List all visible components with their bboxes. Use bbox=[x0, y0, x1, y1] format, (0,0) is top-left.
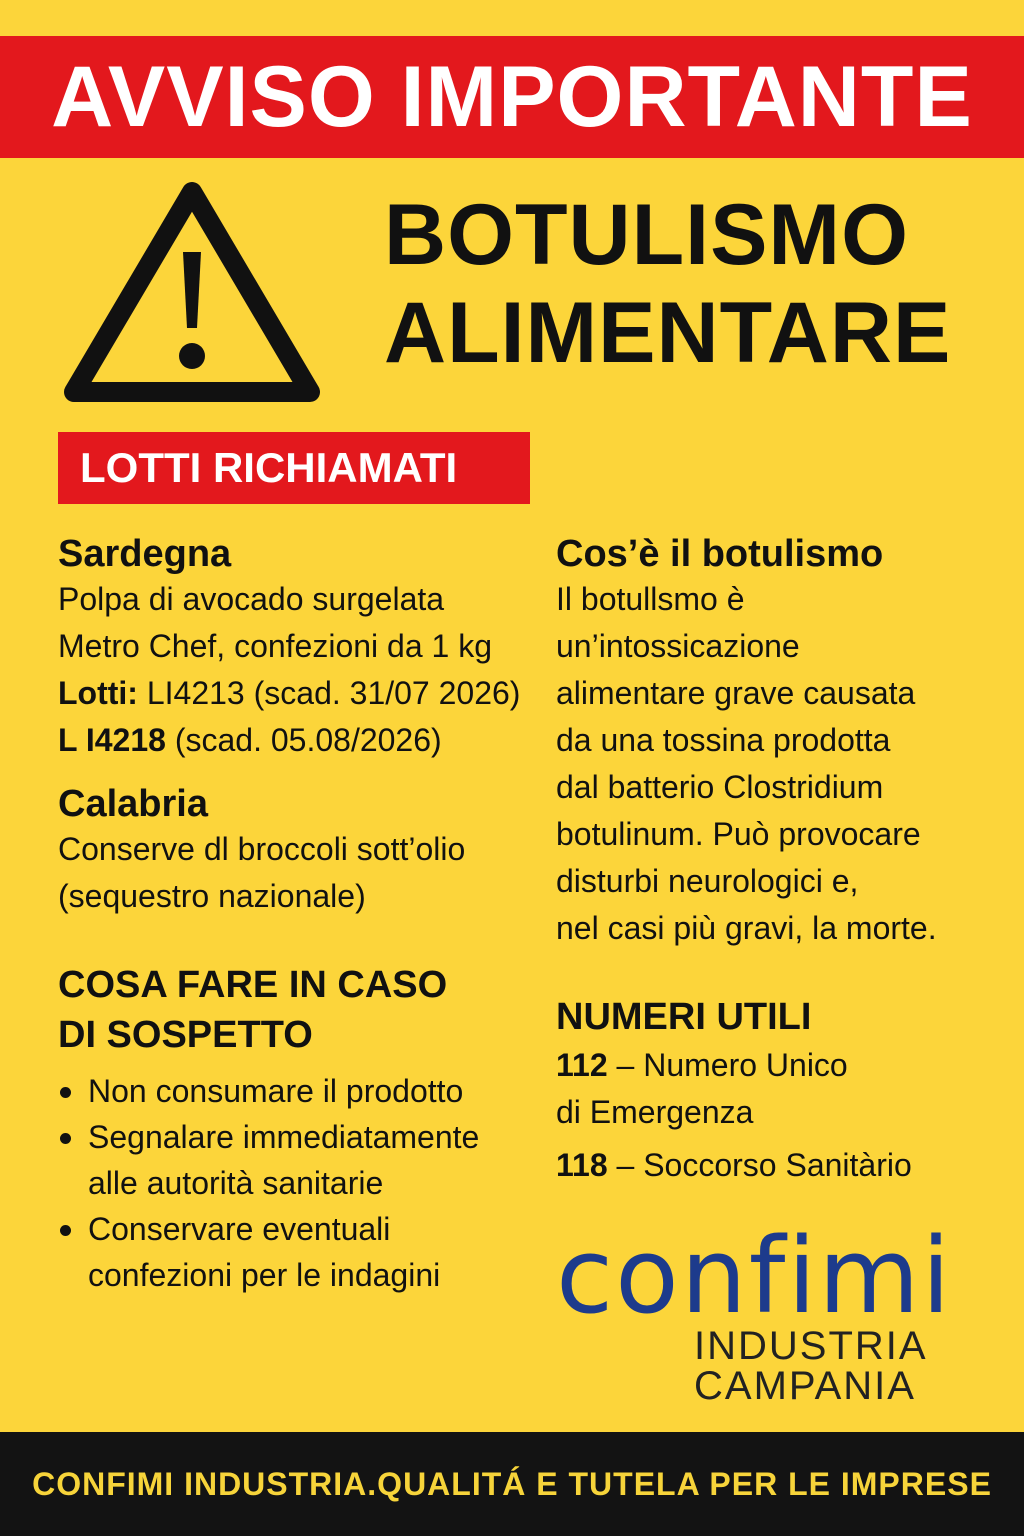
cos-e-section bbox=[556, 532, 996, 952]
lotto-2-code: L I4218 bbox=[58, 722, 166, 758]
cos-e-line: un’intossicazione bbox=[556, 628, 800, 664]
sardegna-lotti-2 bbox=[58, 717, 538, 764]
list-item: Non consumare il prodotto bbox=[58, 1068, 538, 1114]
calabria-section bbox=[58, 782, 538, 920]
logo-word: confimi bbox=[556, 1215, 953, 1337]
lotto-2-scad: (scad. 05.08/2026) bbox=[174, 722, 442, 758]
footer-text: CONFIMI INDUSTRIA.QUALITÁ E TUTELA PER LE IMPRESE bbox=[32, 1465, 992, 1502]
title-line-2: ALIMENTARE bbox=[384, 285, 952, 381]
cosa-fare-section bbox=[58, 960, 538, 1298]
list-item: Conservare eventuali confezioni per le indagini bbox=[58, 1206, 538, 1298]
sardegna-title: Sardegna bbox=[58, 533, 232, 575]
cos-e-line: disturbi neurologici e, bbox=[556, 863, 859, 899]
top-banner bbox=[0, 36, 1024, 158]
numeri-title: NUMERI UTILI bbox=[556, 996, 812, 1038]
logo-sub-1: INDUSTRIA bbox=[694, 1324, 928, 1368]
sardegna-line-2: Metro Chef, confezioni da 1 kg bbox=[58, 628, 493, 664]
numero-118: 118 – Soccorso Sanitàrio bbox=[556, 1147, 912, 1183]
calabria-line-2: (sequestro nazionale) bbox=[58, 878, 366, 914]
warning-triangle-icon bbox=[62, 178, 322, 404]
cos-e-line: alimentare grave causata bbox=[556, 675, 916, 711]
cos-e-line: botulinum. Può provocare bbox=[556, 816, 921, 852]
lotti-label: Lotti: bbox=[58, 675, 138, 711]
sardegna-lotti-1 bbox=[58, 670, 538, 717]
banner-title: AVVISO IMPORTANTE bbox=[51, 48, 973, 145]
numero-112: 112 – Numero Unico bbox=[556, 1047, 848, 1083]
title-line-1: BOTULISMO bbox=[384, 187, 909, 283]
calabria-line-1: Conserve dl broccoli sott’olio bbox=[58, 831, 466, 867]
cos-e-line: Il botullsmo è bbox=[556, 581, 745, 617]
cos-e-line: da una tossina prodotta bbox=[556, 722, 891, 758]
cos-e-title: Cos’è il botulismo bbox=[556, 533, 884, 575]
lotto-1: LI4213 (scad. 31/07 2026) bbox=[146, 675, 521, 711]
page-title bbox=[384, 186, 951, 382]
list-item: Segnalare immediatamente alle autorità sanitarie bbox=[58, 1114, 538, 1206]
cosa-fare-title-2: DI SOSPETTO bbox=[58, 1014, 313, 1056]
left-column bbox=[58, 532, 538, 1316]
numero-112-cont: di Emergenza bbox=[556, 1094, 754, 1130]
cosa-fare-list bbox=[58, 1068, 538, 1298]
right-column bbox=[556, 532, 996, 1207]
logo-sub-2: CAMPANIA bbox=[694, 1364, 916, 1408]
numeri-section bbox=[556, 992, 996, 1189]
lotti-richiamati-badge: LOTTI RICHIAMATI bbox=[58, 432, 530, 504]
confimi-logo bbox=[556, 1215, 956, 1408]
calabria-title: Calabria bbox=[58, 783, 208, 825]
cos-e-line: dal batterio Clostridium bbox=[556, 769, 884, 805]
cos-e-line: nel casi più gravi, la morte. bbox=[556, 910, 937, 946]
sardegna-line-1: Polpa di avocado surgelata bbox=[58, 581, 445, 617]
sardegna-section bbox=[58, 532, 538, 764]
footer-bar bbox=[0, 1432, 1024, 1536]
cosa-fare-title-1: COSA FARE IN CASO bbox=[58, 964, 448, 1006]
